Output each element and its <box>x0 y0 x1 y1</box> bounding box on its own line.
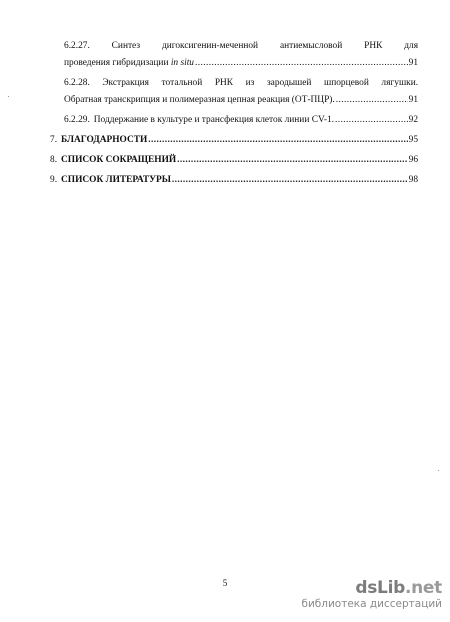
toc-word: лягушки. <box>381 78 419 88</box>
toc-entry-number: 6.2.27. <box>64 41 90 51</box>
toc-chapter-title: СПИСОК СОКРАЩЕНИЙ <box>61 155 177 165</box>
toc-word: дигоксигенин-меченной <box>161 41 259 51</box>
toc-entry-6-2-28[interactable] <box>64 75 418 109</box>
toc-word: тотальной <box>161 78 203 88</box>
toc-entry-line <box>50 172 418 189</box>
toc-entry-line <box>50 132 418 149</box>
toc-word: РНК <box>364 41 383 51</box>
toc-page-number: 91 <box>408 95 418 105</box>
toc-leader-dots <box>195 55 408 72</box>
toc-page-number: 98 <box>408 175 418 185</box>
toc-word: Экстракция <box>102 78 149 88</box>
toc-entry-line <box>64 55 418 72</box>
toc-word: шпорцевой <box>323 78 369 88</box>
toc-leader-dots <box>336 92 408 109</box>
toc-word: Синтез <box>111 41 141 51</box>
toc-entry-line <box>64 75 418 92</box>
toc-entry-number: 6.2.29. <box>64 115 90 125</box>
scan-speck <box>438 470 439 471</box>
toc-entry-number: 6.2.28. <box>64 78 90 88</box>
toc-chapter-number: 9. <box>50 175 58 185</box>
watermark-tagline: библиотека диссертаций <box>301 598 442 610</box>
toc-leader-dots <box>177 152 407 169</box>
watermark-logo-tld: .net <box>404 578 442 598</box>
table-of-contents <box>50 38 419 189</box>
toc-entry-line <box>50 152 418 169</box>
toc-leader-dots <box>335 112 408 129</box>
toc-entry-6-2-29[interactable] <box>64 112 418 129</box>
toc-page-number: 96 <box>408 155 418 165</box>
scan-speck <box>8 96 9 97</box>
toc-word: для <box>404 41 419 51</box>
toc-chapter-9[interactable] <box>50 172 418 189</box>
watermark <box>301 578 442 611</box>
toc-chapter-title: СПИСОК ЛИТЕРАТУРЫ <box>61 175 171 185</box>
toc-word: зародышей <box>266 78 312 88</box>
toc-chapter-number: 8. <box>50 155 58 165</box>
page-number: 5 <box>222 578 228 588</box>
toc-word: РНК <box>214 78 234 88</box>
toc-entry-text: проведения гибридизации <box>64 58 171 68</box>
toc-word: из <box>245 78 255 88</box>
toc-chapter-7[interactable] <box>50 132 418 149</box>
toc-chapter-title: БЛАГОДАРНОСТИ <box>61 135 148 145</box>
watermark-logo <box>301 578 442 598</box>
toc-chapter-number: 7. <box>50 135 58 145</box>
toc-chapter-8[interactable] <box>50 152 418 169</box>
toc-entry-line <box>64 112 418 129</box>
toc-entry-line <box>64 92 418 109</box>
toc-page-number: 95 <box>408 135 418 145</box>
toc-leader-dots <box>172 172 408 189</box>
toc-leader-dots <box>148 132 407 149</box>
toc-entry-text: Поддержание в культуре и трансфекция клеток линии CV-1. <box>93 115 335 125</box>
toc-page-number: 92 <box>408 115 418 125</box>
toc-entry-6-2-27[interactable] <box>64 38 418 72</box>
toc-entry-line <box>64 38 418 55</box>
toc-entry-italic-text: in situ <box>170 58 194 68</box>
watermark-logo-main: dsLib <box>355 578 405 598</box>
toc-entry-text: Обратная транскрипция и полимеразная цепная реакция (ОТ-ПЦР). <box>64 95 335 105</box>
toc-page-number: 91 <box>408 58 418 68</box>
toc-word: антиемысловой <box>279 41 343 51</box>
